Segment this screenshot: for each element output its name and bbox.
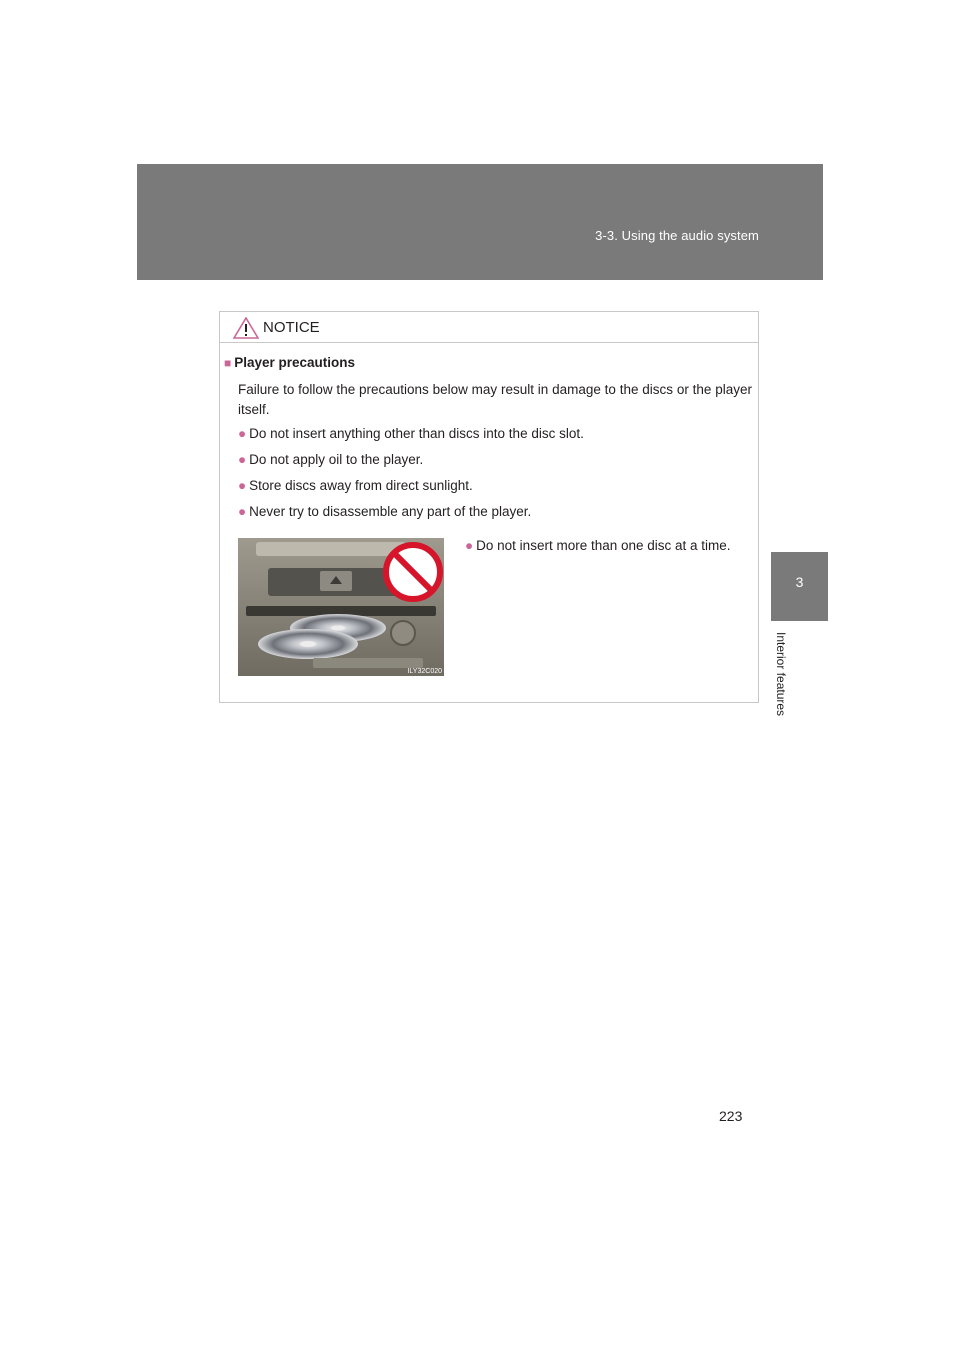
intro-paragraph: Failure to follow the precautions below may result in damage to the discs or the player itself.	[238, 382, 752, 417]
chapter-label: Interior features	[774, 632, 788, 717]
page-number: 223	[719, 1108, 743, 1124]
list-item	[465, 538, 731, 553]
list-item-text: Do not insert anything other than discs into the disc slot.	[249, 426, 584, 441]
chapter-number: 3	[795, 574, 804, 590]
subheading-text: Player precautions	[234, 355, 356, 370]
bullet-dot-icon: ●	[238, 504, 247, 519]
warning-triangle-icon	[233, 317, 259, 339]
notice-box	[219, 311, 759, 703]
header-band	[137, 164, 823, 280]
list-item-text: Store discs away from direct sunlight.	[249, 478, 473, 493]
subheading	[224, 355, 355, 370]
list-item	[238, 452, 423, 467]
section-title: 3-3. Using the audio system	[595, 228, 759, 243]
list-item	[238, 426, 584, 441]
square-bullet-icon: ■	[224, 356, 232, 370]
chapter-tab	[771, 552, 828, 621]
list-item	[238, 478, 473, 493]
list-item-text: Do not insert more than one disc at a time.	[476, 538, 731, 553]
photo-code: ILY32C020	[407, 668, 442, 675]
list-item-text: Never try to disassemble any part of the player.	[249, 504, 532, 519]
bullet-dot-icon: ●	[465, 538, 474, 553]
list-item-text: Do not apply oil to the player.	[249, 452, 424, 467]
bullet-dot-icon: ●	[238, 452, 247, 467]
bullet-dot-icon: ●	[238, 478, 247, 493]
disc-player-illustration	[238, 538, 444, 676]
notice-title: NOTICE	[263, 319, 320, 336]
bullet-dot-icon: ●	[238, 426, 247, 441]
list-item	[238, 504, 531, 519]
notice-header	[220, 312, 758, 343]
